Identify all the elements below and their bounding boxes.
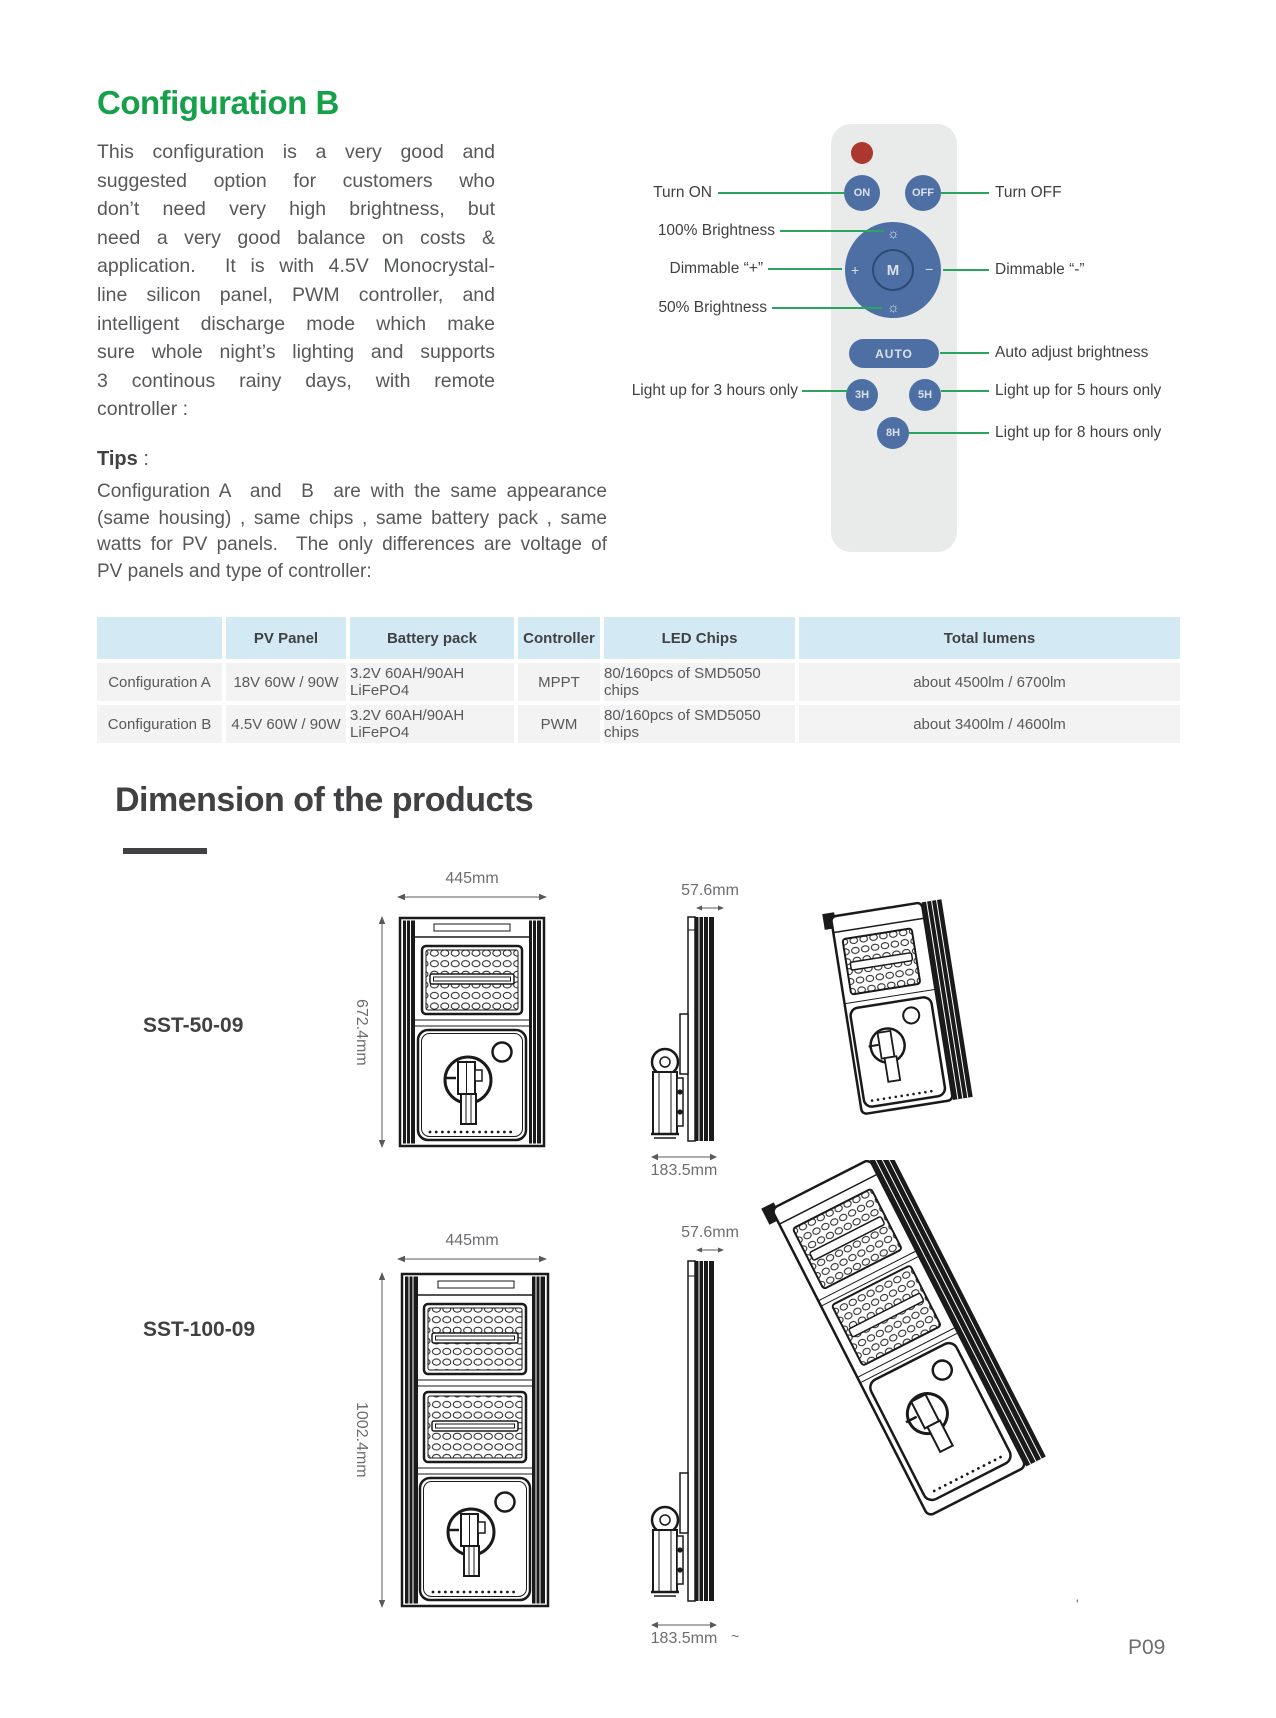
dim-height-sst50: 672.4mm <box>353 998 370 1066</box>
section-title-dimensions: Dimension of the products <box>115 781 534 819</box>
dim-height-sst100: 1002.4mm <box>353 1402 370 1478</box>
label-dimmable-minus: Dimmable “-” <box>995 261 1085 278</box>
spec-cell-r0-c3: MPPT <box>518 663 600 701</box>
dim-bracket-sst100: 183.5mm <box>650 1630 718 1647</box>
label-50-brightness: 50% Brightness <box>658 299 767 316</box>
callout-line-turn-on <box>718 192 845 194</box>
spec-header-controller: Controller <box>518 617 600 659</box>
tips-line-2: watts for PV panels. The only differences are voltage of <box>97 534 607 555</box>
label-turn-off: Turn OFF <box>995 184 1062 201</box>
dim-depth-sst50: 57.6mm <box>681 882 739 899</box>
dim-depth-sst100: 57.6mm <box>681 1224 739 1241</box>
spec-header-led-chips: LED Chips <box>604 617 795 659</box>
brightness-50-icon: ☼ <box>887 299 900 315</box>
sst-50-09-perspective-drawing <box>820 898 995 1118</box>
dim-arrow-height-sst100 <box>377 1272 387 1608</box>
model-label-sst-50-09: SST-50-09 <box>143 1014 244 1037</box>
tips-line-0: Configuration A and B are with the same appearance <box>97 481 607 502</box>
spec-cell-r1-c3: PWM <box>518 705 600 743</box>
callout-line-5h <box>941 390 989 392</box>
section-title-configuration-b: Configuration B <box>97 84 339 121</box>
label-100-brightness: 100% Brightness <box>657 222 775 239</box>
spec-cell-r0-c1: 18V 60W / 90W <box>226 663 346 701</box>
remote-mode-button: M <box>872 249 914 291</box>
spec-cell-r0-c2: 3.2V 60AH/90AH LiFePO4 <box>350 663 514 701</box>
callout-line-auto <box>940 352 989 354</box>
model-label-sst-100-09: SST-100-09 <box>143 1318 256 1341</box>
label-auto-adjust: Auto adjust brightness <box>995 344 1149 361</box>
spec-cell-r0-c5: about 4500lm / 6700lm <box>799 663 1180 701</box>
dim-arrow-bracket-sst50 <box>651 1152 717 1162</box>
tips-paragraph <box>97 479 607 585</box>
callout-line-dimmable-minus <box>943 269 989 271</box>
body-line-2: don’t need very high brightness, but <box>97 198 495 221</box>
spec-comparison-table <box>97 617 1180 743</box>
tips-line-1: (same housing) , same chips , same battery pack , same <box>97 507 607 529</box>
spec-header-pv-panel: PV Panel <box>226 617 346 659</box>
spec-cell-r0-c0: Configuration A <box>97 663 222 701</box>
spec-header-blank <box>97 617 222 659</box>
remote-8h-button: 8H <box>877 417 909 449</box>
tips-heading <box>97 448 149 471</box>
dim-arrow-width-sst100 <box>397 1254 547 1264</box>
sst-100-09-front-view-drawing <box>400 1272 550 1608</box>
body-line-9: controller : <box>97 398 189 421</box>
page-number: P09 <box>1128 1636 1166 1659</box>
sst-100-09-perspective-drawing <box>740 1160 1060 1610</box>
dim-width-sst100: 445mm <box>445 1232 499 1249</box>
configuration-b-paragraph <box>97 138 495 424</box>
remote-off-button: OFF <box>905 175 941 211</box>
callout-line-100-brightness <box>780 230 884 232</box>
body-line-5: line silicon panel, PWM controller, and <box>97 283 495 306</box>
body-line-0: This configuration is a very good and <box>97 141 495 163</box>
spec-cell-r1-c4: 80/160pcs of SMD5050 chips <box>604 705 795 743</box>
dim-width-sst50: 445mm <box>445 870 499 887</box>
label-3-hours: Light up for 3 hours only <box>631 382 798 399</box>
dim-bracket-sst50: 183.5mm <box>650 1162 718 1179</box>
dim-arrow-height-sst50 <box>377 916 387 1148</box>
callout-line-turn-off <box>941 192 989 194</box>
dim-plus-icon: + <box>851 262 860 278</box>
callout-line-dimmable-plus <box>768 268 842 270</box>
spec-cell-r1-c2: 3.2V 60AH/90AH LiFePO4 <box>350 705 514 743</box>
stray-mark-apostrophe: ' <box>1076 1596 1079 1612</box>
section-title-underline <box>123 848 207 854</box>
remote-on-button: ON <box>844 175 880 211</box>
body-line-1: suggested option for customers who <box>97 169 495 192</box>
tips-line-3: PV panels and type of controller: <box>97 560 372 582</box>
dim-arrow-bracket-sst100 <box>651 1620 717 1630</box>
stray-mark-tilde: ~ <box>731 1628 740 1644</box>
spec-cell-r1-c1: 4.5V 60W / 90W <box>226 705 346 743</box>
dim-arrow-depth-sst50 <box>696 904 724 912</box>
sst-100-09-side-view-drawing <box>638 1258 728 1608</box>
spec-cell-r1-c5: about 3400lm / 4600lm <box>799 705 1180 743</box>
spec-header-battery-pack: Battery pack <box>350 617 514 659</box>
sst-50-09-front-view-drawing <box>398 916 546 1148</box>
callout-line-8h <box>909 432 989 434</box>
callout-line-3h <box>802 390 848 392</box>
spec-header-total-lumens: Total lumens <box>799 617 1180 659</box>
body-line-3: need a very good balance on costs & <box>97 226 495 249</box>
label-5-hours: Light up for 5 hours only <box>995 382 1162 399</box>
body-line-7: sure whole night’s lighting and supports <box>97 341 495 364</box>
body-line-6: intelligent discharge mode which make <box>97 312 495 335</box>
body-line-8: 3 continous rainy days, with remote <box>97 369 495 392</box>
body-line-4: application. It is with 4.5V Monocrystal- <box>97 255 495 278</box>
label-dimmable-plus: Dimmable “+” <box>669 260 763 277</box>
spec-cell-r0-c4: 80/160pcs of SMD5050 chips <box>604 663 795 701</box>
remote-3h-button: 3H <box>846 379 878 411</box>
sst-50-09-side-view-drawing <box>638 914 728 1149</box>
label-turn-on: Turn ON <box>653 184 712 201</box>
callout-line-50-brightness <box>772 307 882 309</box>
dim-minus-icon: − <box>925 261 934 277</box>
remote-5h-button: 5H <box>909 379 941 411</box>
remote-ir-led <box>851 142 873 164</box>
remote-auto-button: AUTO <box>849 339 939 368</box>
tips-label: Tips <box>97 448 138 470</box>
tips-colon: : <box>137 448 149 470</box>
spec-cell-r1-c0: Configuration B <box>97 705 222 743</box>
dim-arrow-depth-sst100 <box>696 1246 724 1254</box>
brightness-100-icon: ☼ <box>887 225 900 241</box>
label-8-hours: Light up for 8 hours only <box>995 424 1162 441</box>
dim-arrow-width-sst50 <box>397 892 547 902</box>
